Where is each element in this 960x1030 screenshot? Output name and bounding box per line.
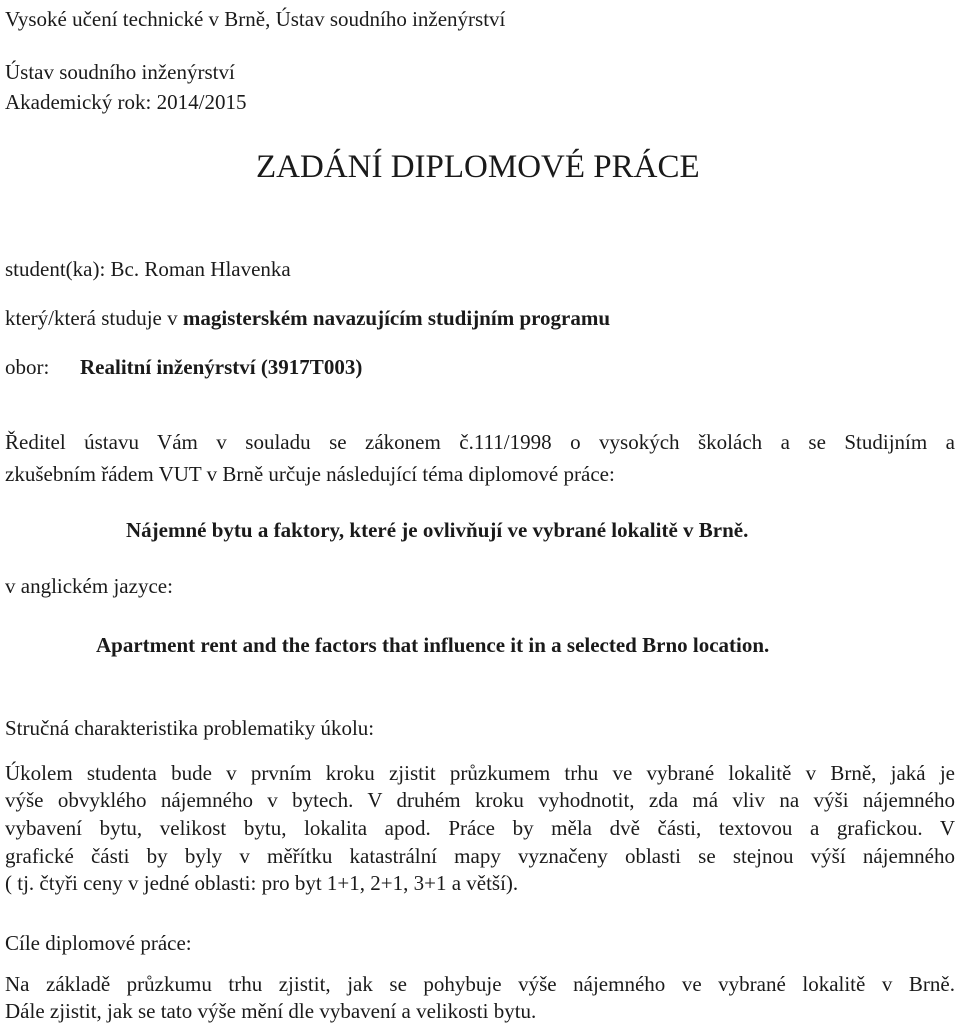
student-line: student(ka): Bc. Roman Hlavenka [5,257,291,281]
characteristics-heading: Stručná charakteristika problematiky úkolu: [5,716,375,740]
institute-name: Ústav soudního inženýrství [5,60,235,84]
goals-heading: Cíle diplomové práce: [5,931,192,955]
program-prefix: který/která studuje v [5,306,183,330]
intro-line-1: Ředitel ústavu Vám v souladu se zákonem č.111/1998 o vysokých školách a se Studijním a [5,430,955,454]
characteristics-line-2: výše obvyklého nájemného v bytech. V druhém kroku vyhodnotit, zda má vliv na výši nájemného [5,788,955,812]
university-name: Vysoké učení technické v Brně, Ústav soudního inženýrství [5,7,506,31]
characteristics-line-4: grafické části by byly v měřítku katastrální mapy vyznačeny oblasti se stejnou výší nájemného [5,844,955,868]
program-line [5,308,610,329]
academic-year: Akademický rok: 2014/2015 [5,90,247,114]
characteristics-line-3: vybavení bytu, velikost bytu, lokalita apod. Práce by měla dvě části, textovou a grafickou. V [5,816,955,840]
field-value: Realitní inženýrství (3917T003) [80,355,363,379]
intro-line-2: zkušebním řádem VUT v Brně určuje následující téma diplomové práce: [5,462,615,486]
goals-line-1: Na základě průzkumu trhu zjistit, jak se pohybuje výše nájemného ve vybrané lokalitě v Brně. [5,972,955,996]
topic-english: Apartment rent and the factors that influence it in a selected Brno location. [96,633,770,657]
program-name: magisterském navazujícím studijním programu [182,306,611,330]
characteristics-line-1: Úkolem studenta bude v prvním kroku zjistit průzkumem trhu ve vybrané lokalitě v Brně, jaká je [5,761,955,785]
goals-line-2: Dále zjistit, jak se tato výše mění dle vybavení a velikosti bytu. [5,999,537,1023]
field-label: obor: [5,355,50,379]
english-label: v anglickém jazyce: [5,574,173,598]
document-title: ZADÁNÍ DIPLOMOVÉ PRÁCE [256,149,700,185]
topic-czech: Nájemné bytu a faktory, které je ovlivňují ve vybrané lokalitě v Brně. [126,518,749,542]
characteristics-line-5: ( tj. čtyři ceny v jedné oblasti: pro byt 1+1, 2+1, 3+1 a větší). [5,871,519,895]
